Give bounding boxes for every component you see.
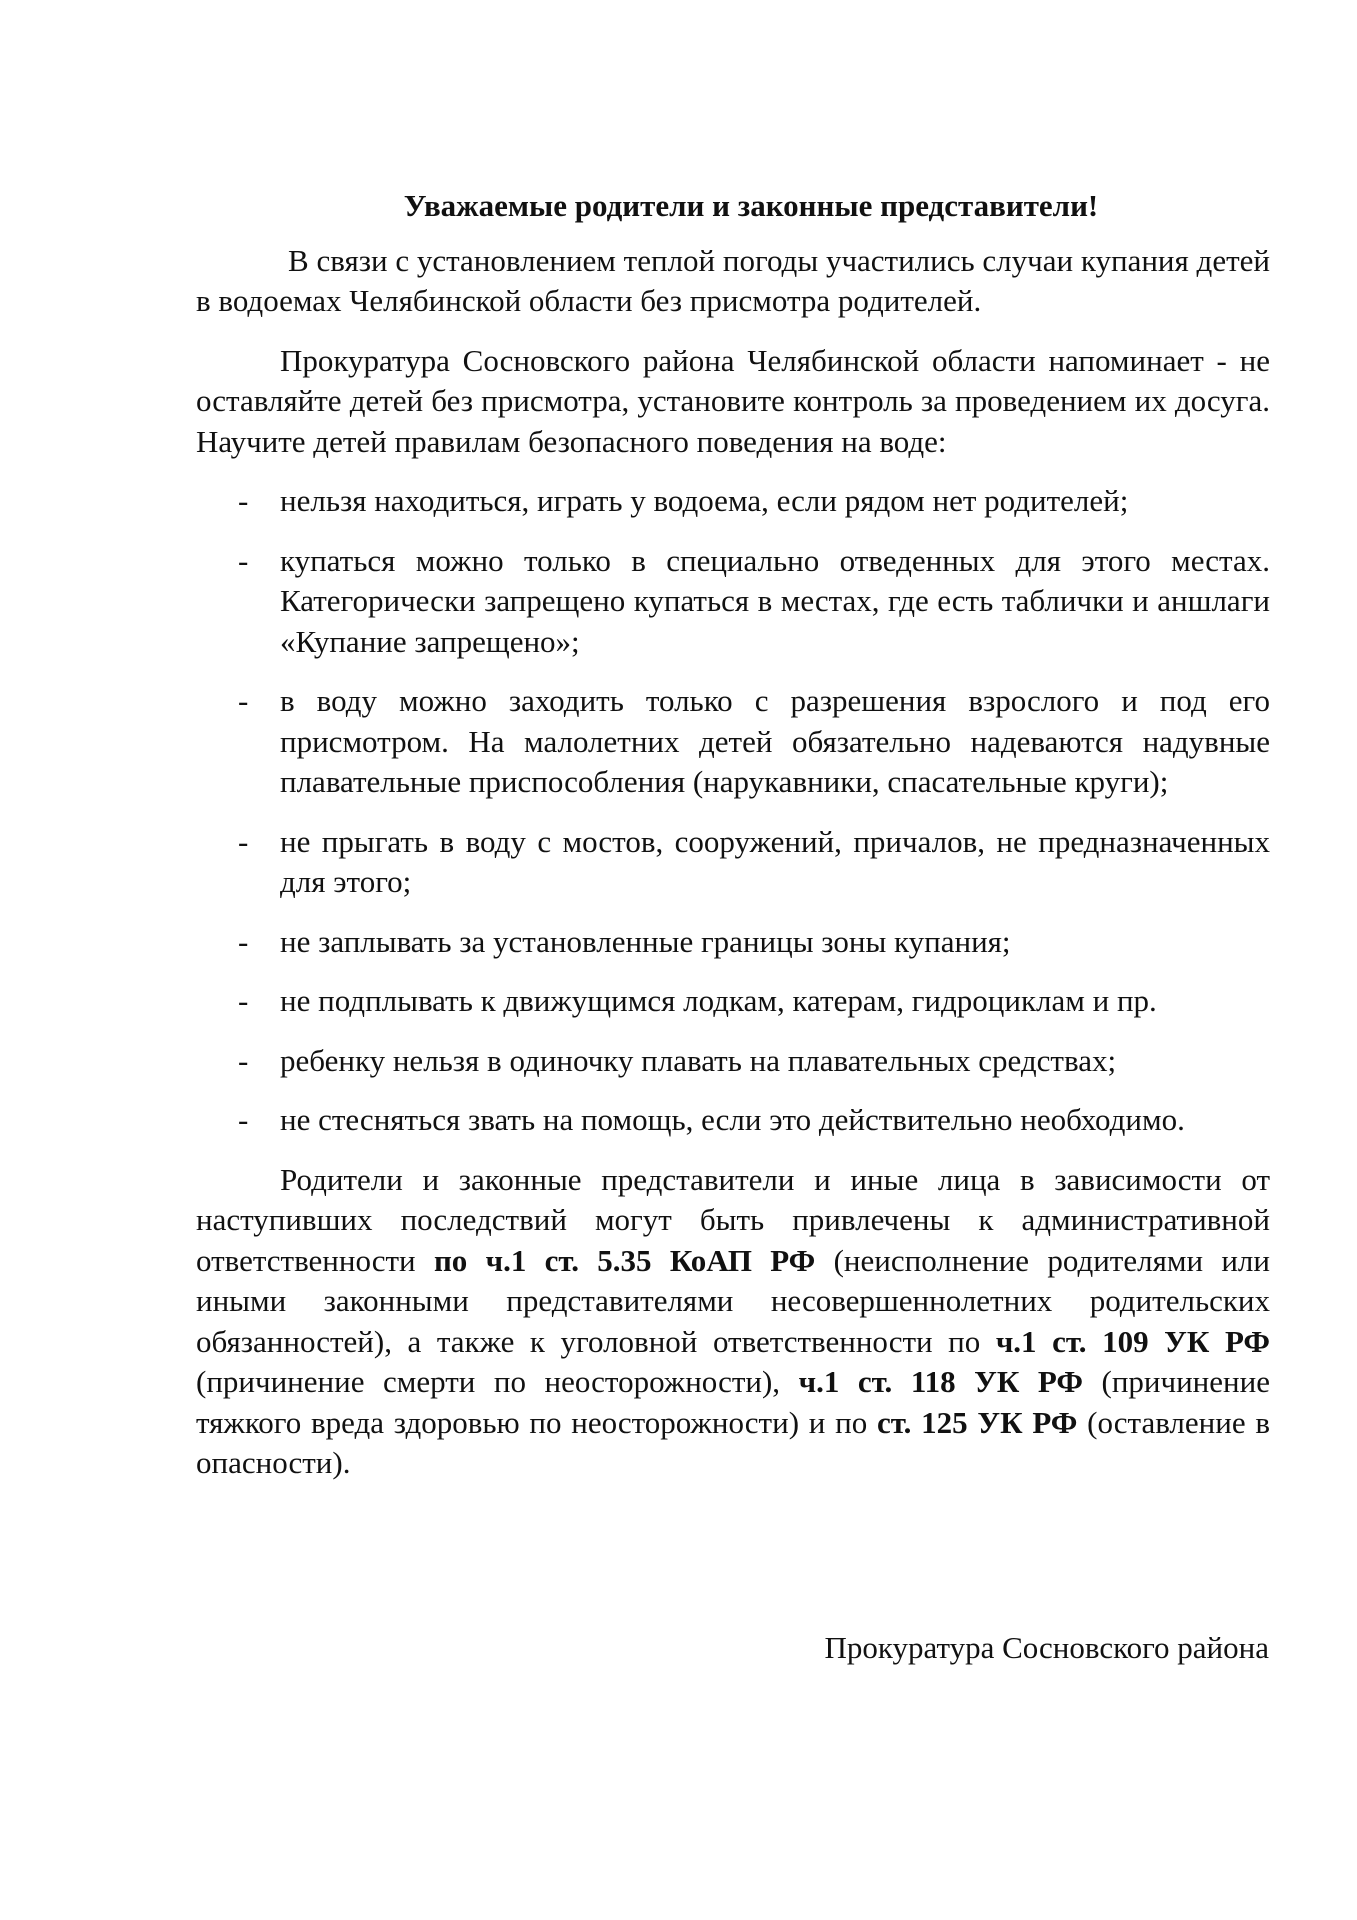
liability-text-2: (неисполнение родителями или иными законными представителями несовершеннолетних родительских обязанностей), а также к уголовной ответственности по [196,1242,1270,1359]
bullet-dash: - [238,983,249,1018]
list-item [196,822,1270,903]
list-item-text: нельзя находиться, играть у водоема, если рядом нет родителей; [280,483,1129,518]
bullet-dash: - [238,683,249,718]
list-item [196,681,1270,803]
warning-paragraph: Прокуратура Сосновского района Челябинской области напоминает - не оставляйте детей без присмотра, установите контроль за проведением их досуга. Научите детей правилам безопасного поведения на воде: [196,342,1270,459]
list-item-text: не прыгать в воду с мостов, сооружений, причалов, не предназначенных для этого; [280,823,1270,899]
list-item [196,981,1270,1022]
bullet-dash: - [238,483,249,518]
law-reference-uk-118: ч.1 ст. 118 УК РФ [798,1364,1083,1399]
liability-text-5: (оставление в опасности). [196,1404,1270,1480]
law-reference-uk-125: ст. 125 УК РФ [876,1404,1078,1440]
law-reference-koap-5-35: по ч.1 ст. 5.35 КоАП РФ [433,1242,816,1278]
list-item-text: купаться можно только в специально отведенных для этого местах. Категорически запрещено купаться в местах, где есть таблички и аншлаги «Купание запрещено»; [280,542,1270,659]
list-item-text: в воду можно заходить только с разрешения взрослого и под его присмотром. На малолетних детей обязательно надеваются надувные плавательные приспособления (нарукавники, спасательные круги); [280,683,1270,799]
liability-paragraph [196,1160,1270,1484]
list-item-text: не заплывать за установленные границы зоны купания; [280,923,1011,959]
liability-text-1: Родители и законные представители и иные лица в зависимости от наступивших последствий могут быть привлечены к административной ответственности [196,1161,1270,1278]
list-item-text: не стесняться звать на помощь, если это действительно необходимо. [280,1102,1185,1137]
list-item-text: не подплывать к движущимся лодкам, катерам, гидроциклам и пр. [280,983,1157,1018]
liability-text-4: (причинение тяжкого вреда здоровью по неосторожности) и по [196,1364,1270,1440]
law-reference-uk-109: ч.1 ст. 109 УК РФ [995,1323,1270,1359]
safety-rules-list [196,481,1270,1141]
bullet-dash: - [238,923,249,959]
list-item [196,481,1270,522]
bullet-dash: - [238,823,249,859]
bullet-dash: - [238,1102,249,1137]
bullet-dash: - [238,542,249,578]
list-item [196,1100,1270,1141]
document-body [196,186,1270,1503]
liability-text-3: (причинение смерти по неосторожности), [196,1364,799,1399]
signature: Прокуратура Сосновского района [824,1630,1269,1665]
list-item [196,922,1270,963]
list-item [196,541,1270,663]
page-title: Уважаемые родители и законные представители! [403,188,1099,223]
bullet-dash: - [238,1042,249,1078]
intro-paragraph: В связи с установлением теплой погоды участились случаи купания детей в водоемах Челябинской области без присмотра родителей. [196,242,1270,318]
list-item-text: ребенку нельзя в одиночку плавать на плавательных средствах; [280,1042,1117,1078]
list-item [196,1041,1270,1082]
